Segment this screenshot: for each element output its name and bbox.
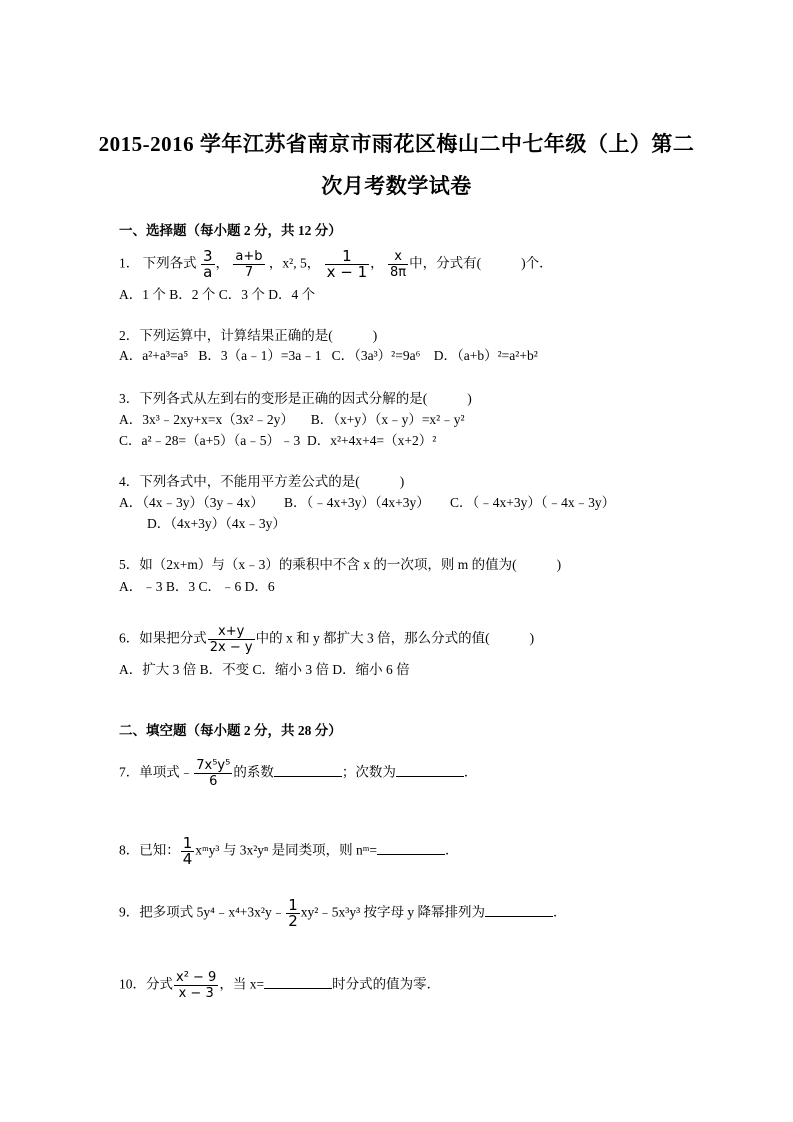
option-b: B．（﹣4x+3y）（4x+3y） [284,495,430,510]
option-c: C．（3a³）²=9a⁶ [331,348,421,363]
option-b: B．3（a﹣1）=3a﹣1 [198,348,322,363]
question-9 [119,898,567,929]
q-text: xy²﹣5x³y³ 按字母 y 降幂排列为 [300,904,486,920]
question-8 [119,836,458,867]
q-num: 7． [119,764,140,780]
question-6 [119,624,534,655]
fraction: $\frac{x+y}{2x - y}$ [209,624,253,655]
q-num: 8． [119,842,140,858]
question-4-options-row1 [119,493,615,513]
option-a: A．a²+a³=a⁵ [119,348,189,363]
answer-blank-coefficient[interactable] [274,762,342,777]
option-d: D．x²+4x+4=（x+2）² [307,433,437,448]
q-text: ) [467,391,472,406]
q-text: xᵐy³ 与 3x²yⁿ 是同类项，则 nᵐ= [195,842,377,858]
question-2 [119,326,377,346]
q-num: 4． [119,474,140,489]
q-text: ． [553,904,567,920]
q-text: ) [399,474,405,489]
question-10 [119,970,440,1001]
q-stem: 下列各式 [142,255,197,271]
fraction: $\frac{\text{7x⁵y⁵}}{6}$ [196,758,231,789]
question-5-options: A．﹣3 B．3 C．﹣6 D．6 [119,579,275,594]
fraction: $\frac{a+b}{7}$ [235,249,263,280]
option-c: C．a²﹣28=（a+5）（a﹣5）﹣3 [119,433,301,448]
option-d: D．（a+b）²=a²+b² [433,348,538,363]
q-text: 分式 [146,976,173,992]
answer-blank-degree[interactable] [396,762,464,777]
q-text: ，x², 5， [268,255,321,271]
option-c: C．（﹣4x+3y）（﹣4x﹣3y） [449,495,616,510]
q-stem: 下列各式从左到右的变形是正确的因式分解的是( [139,391,428,406]
q-num: 10． [119,976,146,992]
question-3-options-row2 [119,431,436,451]
fraction: $\frac{3}{a}$ [203,247,213,281]
q-num: 1． [119,255,140,271]
question-1: 1． 下列各式 $\frac{3}{a}$ ， $\frac{a+b}{7}$ ，x², 5， $\frac{1}{x - 1}$ ， $\frac{x}{8\pi}$ 中，分式有( )个． [119,247,553,281]
q-num: 2． [119,328,140,343]
q-num: 5． [119,557,140,572]
q-text: ． [444,842,459,858]
q-stem: 下列各式中，不能用平方差公式的是( [139,474,360,489]
q-num: 6． [119,630,140,646]
q-text: 中的 x 和 y 都扩大 3 倍，那么分式的值( [255,630,490,646]
question-7 [119,758,477,789]
q-stem: 下列运算中，计算结果正确的是( [139,328,333,343]
question-3-options-row1 [119,410,465,430]
q-text: ；次数为 [341,764,396,780]
q-num: 3． [119,391,140,406]
q-text: ． [463,764,478,780]
question-4-options-row2 [119,514,286,534]
q-text: )个． [521,255,553,271]
question-6-options: A．扩大 3 倍 B．不变 C．缩小 3 倍 D．缩小 6 倍 [119,662,410,677]
document-title-line2: 次月考数学试卷 [321,174,472,198]
fraction: $\frac{1}{2}$ [288,896,298,930]
question-4 [119,472,404,492]
q-text: 单项式﹣ [139,764,194,780]
q-num: 9． [119,904,140,920]
fraction: $\frac{x}{8\pi}$ [390,249,407,280]
q-text: 已知： [139,842,180,858]
option-a: A．3x³﹣2xy+x=x（3x²﹣2y） [119,412,294,427]
q-text: ，当 x= [219,976,265,992]
option-b: B．（x+y）（x﹣y）=x²﹣y² [310,412,465,427]
question-3 [119,389,472,409]
q-text: ) [372,328,378,343]
q-text: ) [556,557,562,572]
question-1-options: A．1 个 B．2 个 C．3 个 D．4 个 [119,287,316,302]
q-text: 的系数 [233,764,274,780]
document-title-line1: 2015-2016 学年江苏省南京市雨花区梅山二中七年级（上）第二 [98,132,695,156]
answer-blank[interactable] [377,840,445,855]
q-text: 时分式的值为零． [332,976,441,992]
fraction: $\frac{1}{4}$ [182,834,193,868]
option-d: D．（4x+3y）（4x﹣3y） [147,516,286,531]
q-stem: 如（2x+m）与（x﹣3）的乘积中不含 x 的一次项，则 m 的值为( [139,557,517,572]
fraction: $\frac{\text{x² − 9}}{x - 3}$ [176,970,217,1001]
question-5 [119,555,561,575]
answer-blank[interactable] [264,974,332,989]
q-stem: 如果把分式 [139,630,207,646]
q-text: 把多项式 5y⁴﹣x⁴+3x²y﹣ [139,904,286,920]
q-text: ) [529,630,535,646]
option-a: A．（4x﹣3y）（3y﹣4x） [119,495,264,510]
section2-heading: 二、填空题（每小题 2 分，共 28 分） [119,723,342,738]
section1-heading: 一、选择题（每小题 2 分，共 12 分） [119,223,342,238]
fraction: $\frac{1}{x - 1}$ [326,247,368,281]
question-2-options [119,346,538,366]
q-text: 中，分式有( [409,255,482,271]
answer-blank[interactable] [485,902,553,917]
